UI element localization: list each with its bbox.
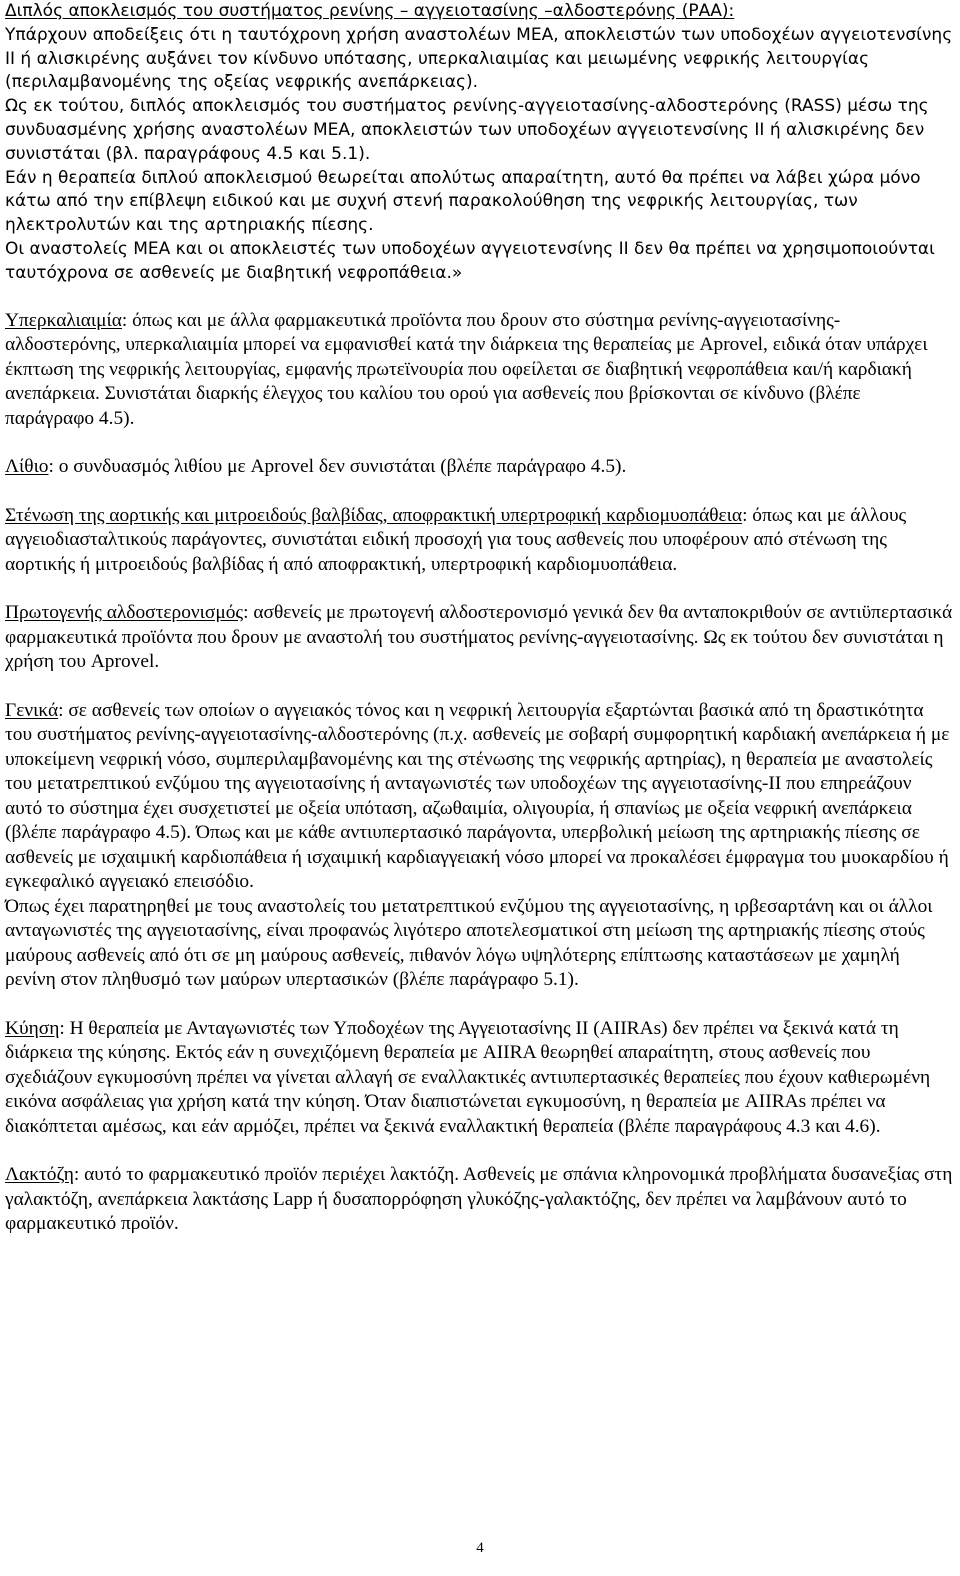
aldosteronism-paragraph [5,601,953,675]
warnings-body [5,309,953,1237]
rass-paragraph-3: Εάν η θεραπεία διπλού αποκλεισμού θεωρείται απολύτως απαραίτητη, αυτό θα πρέπει να λάβει χώρα μόνο κάτω από την επίβλεψη ειδικού και με συχνή στενή παρακολούθηση της νεφρικής λειτουργίας, των ηλεκτρολυτών και της αρτηριακής πίεσης. [5,167,921,236]
page-number: 4 [476,1540,484,1556]
hyperkalaemia-term: Υπερκαλιαιμία [5,309,122,331]
lithium-text: : ο συνδυασμός λιθίου με Aprovel δεν συνιστάται (βλέπε παράγραφο 4.5). [48,456,627,478]
rass-heading: Διπλός αποκλεισμός του συστήματος ρενίνης – αγγειοτασίνης –αλδοστερόνης (ΡΑΑ): [5,1,735,21]
rass-paragraph-1: Υπάρχουν αποδείξεις ότι η ταυτόχρονη χρήση αναστολέων ΜΕΑ, αποκλειστών των υποδοχέων αγγειοτενσίνης ΙΙ ή αλισκιρένης αυξάνει τον κίνδυνο υπότασης, υπερκαλιαιμίας και μειωμένης νεφρικής λειτουργίας (περιλαμβανομένης της οξείας νεφρικής ανεπάρκειας). [5,24,953,93]
lactose-paragraph [5,1163,953,1237]
rass-paragraph-4: Οι αναστολείς ΜΕΑ και οι αποκλειστές των υποδοχέων αγγειοτενσίνης ΙΙ δεν θα πρέπει να χρησιμοποιούνται ταυτόχρονα σε ασθενείς με διαβητική νεφροπάθεια.» [5,238,935,283]
document-page [5,0,953,1237]
general-paragraph-2: Όπως έχει παρατηρηθεί με τους αναστολείς του μετατρεπτικού ενζύμου της αγγειοτασίνης, η ιρβεσαρτάνη και οι άλλοι ανταγωνιστές της αγγειοτασίνης, είναι προφανώς λιγότερο αποτελεσματικοί στη μείωση της αρτηριακής πίεσης στούς μαύρους ασθενείς από ότι σε μη μαύρους ασθενείς, πιθανόν λόγω υψηλότερης επίπτωσης καταστάσεων με χαμηλή ρενίνη στον πληθυσμό των μαύρων υπερτασικών (βλέπε παράγραφο 5.1). [5,895,933,991]
stenosis-paragraph [5,504,953,578]
hyperkalaemia-paragraph [5,309,953,432]
pregnancy-paragraph [5,1017,953,1140]
general-term: Γενικά [5,699,59,721]
rass-paragraph-2: Ως εκ τούτου, διπλός αποκλεισμός του συστήματος ρενίνης-αγγειοτασίνης-αλδοστερόνης (RASS) μέσω της συνδυασμένης χρήσης αναστολέων ΜΕΑ, αποκλειστών των υποδοχέων αγγειοτενσίνης ΙΙ ή αλισκιρένης δεν συνιστάται (βλ. παραγράφους 4.5 και 5.1). [5,96,929,164]
stenosis-text: : όπως και με άλλους αγγειοδιασταλτικούς παράγοντες, συνιστάται ειδική προσοχή για τους ασθενείς που υποφέρουν από στένωση της αορτικής ή μιτροειδούς βαλβίδας ή από αποφρακτική, υπερτροφική καρδιομυοπάθεια. [5,504,907,575]
lithium-term: Λίθιο [5,456,49,478]
aldosteronism-term: Πρωτογενής αλδοστερονισμός [5,602,244,624]
general-text: : σε ασθενείς των οποίων ο αγγειακός τόνος και η νεφρική λειτουργία εξαρτώνται βασικά από τη δραστικότητα του συστήματος ρενίνης-αγγειοτασίνης-αλδοστερόνης (π.χ. ασθενείς με σοβαρή συμφορητική καρδιακή ανεπάρκεια ή με υποκείμενη νεφρική νόσο, συμπεριλαμβανομένης και της στένωσης της νεφρικής αρτηρίας), η θεραπεία με αναστολείς του μετατρεπτικού ενζύμου της αγγειοτασίνης ή ανταγωνιστές των υποδοχέων της αγγειοτασίνης-ΙΙ που επηρεάζουν αυτό το σύστημα έχει συσχετιστεί με οξεία υπόταση, αζωθαιμία, ολιγουρία, ή σπανίως με οξεία νεφρική ανεπάρκεια (βλέπε παράγραφο 4.5). Όπως και με κάθε αντιυπερτασικό παράγοντα, υπερβολική μείωση της αρτηριακής πίεσης σε ασθενείς με ισχαιμική καρδιοπάθεια ή ισχαιμική καρδιαγγειακή νόσο μπορεί να προκαλέσει έμφραγμα του μυοκαρδίου ή εγκεφαλικό αγγειακό επεισόδιο. [5,699,950,893]
lactose-text: : αυτό το φαρμακευτικό προϊόν περιέχει λακτόζη. Ασθενείς με σπάνια κληρονομικά προβλήματα δυσανεξίας στη γαλακτόζη, ανεπάρκεια λακτάσης Lapp ή δυσαπορρόφηση γλυκόζης-γαλακτόζης, δεν πρέπει να λαμβάνουν αυτό το φαρμακευτικό προϊόν. [5,1164,953,1235]
stenosis-term: Στένωση της αορτικής και μιτροειδούς βαλβίδας, αποφρακτική υπερτροφική καρδιομυοπάθεια [5,504,743,526]
lactose-term: Λακτόζη [5,1164,74,1186]
pregnancy-term: Κύηση [5,1017,60,1039]
hyperkalaemia-text: : όπως και με άλλα φαρμακευτικά προϊόντα που δρουν στο σύστημα ρενίνης-αγγειοτασίνης-αλδοστερόνης, υπερκαλιαιμία μπορεί να εμφανισθεί κατά την διάρκεια της θεραπείας με Aprovel, ειδικά όταν υπάρχει έκπτωση της νεφρικής λειτουργίας, εμφανής πρωτεϊνουρία που οφείλεται σε διαβητική νεφροπάθεια και/ή καρδιακή ανεπάρκεια. Συνιστάται διαρκής έλεγχος του καλίου του ορού για ασθενείς που βρίσκονται σε κίνδυνο (βλέπε παράγραφο 4.5). [5,309,928,429]
general-paragraph [5,699,953,895]
rass-section [5,0,953,286]
lithium-paragraph [5,455,953,480]
pregnancy-text: : Η θεραπεία με Ανταγωνιστές των Υποδοχέων της Αγγειοτασίνης ΙΙ (AIIRAs) δεν πρέπει να ξεκινά κατά τη διάρκεια της κύησης. Εκτός εάν η συνεχιζόμενη θεραπεία με AIIRA θεωρηθεί απαραίτητη, στους ασθενείς που σχεδιάζουν εγκυμοσύνη πρέπει να γίνεται αλλαγή σε εναλλακτικές αντιυπερτασικές θεραπείες που έχουν καθιερωμένη εικόνα ασφάλειας για χρήση κατά την κύηση. Όταν διαπιστώνεται εγκυμοσύνη, η θεραπεία με AIIRAs πρέπει να διακόπτεται αμέσως, και εάν αρμόζει, πρέπει να ξεκινά εναλλακτική θεραπεία (βλέπε παραγράφους 4.3 και 4.6). [5,1017,931,1137]
aldosteronism-text: : ασθενείς με πρωτογενή αλδοστερονισμό γενικά δεν θα ανταποκριθούν σε αντιϋπερτασικά φαρμακευτικά προϊόντα που δρουν με αναστολή του συστήματος ρενίνης-αγγειοτασίνης. Ως εκ τούτου δεν συνιστάται η χρήση του Aprovel. [5,602,953,673]
